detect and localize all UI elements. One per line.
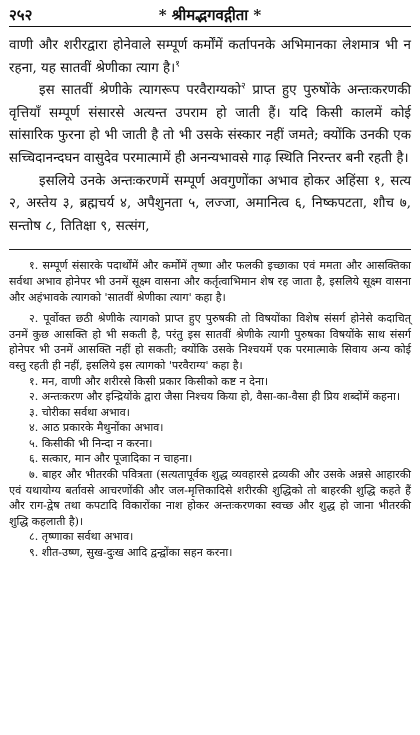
page-header xyxy=(9,4,411,27)
paragraph-text: प्राप्त हुए पुरुषोंके अन्तःकरणकी वृत्तियाँ सम्पूर्ण संसारसे अत्यन्त उपराम हो जाती हैं। यदि किसी कालमें कोई सांसारिक फुरना हो भी जाती है तो भी उसके संस्कार नहीं जमते; क्योंकि उनकी एक सच्चिदानन्दघन वासुदेव परमात्मामें ही अनन्यभावसे गाढ़ स्थिति निरन्तर बनी रहती है। xyxy=(9,83,411,166)
paragraph: इसलिये उनके अन्तःकरणमें सम्पूर्ण अवगुणोंका अभाव होकर अहिंसा १, सत्य २, अस्तेय ३, ब्रह्मचर्य ४, अपैशुनता ५, लज्जा, अमानित्व ६, निष्कपटता, शौच ७, सन्तोष ८, तितिक्षा ९, सत्संग, xyxy=(9,173,411,234)
main-text xyxy=(9,35,411,238)
footnote-item: ७. बाहर और भीतरकी पवित्रता (सत्यतापूर्वक शुद्ध व्यवहारसे द्रव्यकी और उसके अन्नसे आहारकी एवं यथायोग्य बर्तावसे आचरणोंकी और जल-मृत्तिकादिसे शरीरकी शुद्धिको तो बाहरकी शुद्धि कहते हैं और राग-द्वेष तथा कपटादि विकारोंका नाश होकर अन्तःकरणका स्वच्छ और शुद्ध हो जाना भीतरकी शुद्धि कहलाती है)। xyxy=(9,468,411,528)
footnote-divider xyxy=(9,249,411,250)
paragraph-text: वाणी और शरीरद्वारा होनेवाले सम्पूर्ण कर्मोंमें कर्तापनके अभिमानका लेशमात्र भी न रहना, यह सातवीं श्रेणीका त्याग है। xyxy=(9,38,411,76)
footnote-item: ८. तृष्णाका सर्वथा अभाव। xyxy=(29,530,134,544)
footnote-item: ६. सत्कार, मान और पूजादिका न चाहना। xyxy=(29,452,193,466)
paragraph-text: इस सातवीं श्रेणीके त्यागरूप परवैराग्यको xyxy=(39,83,241,99)
paragraph xyxy=(9,80,411,170)
footnote: २. पूर्वोक्त छठी श्रेणीके त्यागको प्राप्त हुए पुरुषकी तो विषयोंका विशेष संसर्ग होनेसे कदाचित् उनमें कुछ आसक्ति हो भी सकती है, परंतु इस सातवीं श्रेणीके त्यागी पुरुषका विषयोंके साथ संसर्ग होनेपर भी उनमें आसक्ति नहीं हो सकती; क्योंकि उसके निश्चयमें एक परमात्माके सिवाय अन्य कोई वस्तु रहती ही नहीं, इसलिये इस त्यागको 'परवैराग्य' कहा है। xyxy=(9,312,411,372)
footnote-item: १. मन, वाणी और शरीरसे किसी प्रकार किसीको कष्ट न देना। xyxy=(29,374,269,388)
paragraph xyxy=(9,35,411,80)
page-number: २५२ xyxy=(9,6,33,24)
footnote-marker: १ xyxy=(175,59,180,70)
footnote-item: ३. चोरीका सर्वथा अभाव। xyxy=(29,405,130,419)
footnote-item: ९. शीत-उष्ण, सुख-दुःख आदि द्वन्द्वोंका सहन करना। xyxy=(29,546,233,560)
footnote: १. सम्पूर्ण संसारके पदार्थोंमें और कर्मोंमें तृष्णा और फलकी इच्छाका एवं ममता और आसक्तिका सर्वथा अभाव होनेपर भी उनमें सूक्ष्म वासना और कर्तृत्वाभिमान शेष रह जाता है, इसलिये सूक्ष्म वासना और अहंभावके त्यागको 'सातवीं श्रेणीका त्याग' कहा है। xyxy=(9,259,411,304)
running-title: * श्रीमद्भगवद्गीता * xyxy=(158,6,262,24)
footnote-item: ४. आठ प्रकारके मैथुनोंका अभाव। xyxy=(29,421,164,435)
footnote-item: २. अन्तःकरण और इन्द्रियोंके द्वारा जैसा निश्चय किया हो, वैसा-का-वैसा ही प्रिय शब्दोंमें कहना। xyxy=(29,390,400,404)
footnote-marker: २ xyxy=(240,81,246,92)
footnotes xyxy=(9,258,411,560)
footnote-item: ५. किसीकी भी निन्दा न करना। xyxy=(29,436,153,450)
